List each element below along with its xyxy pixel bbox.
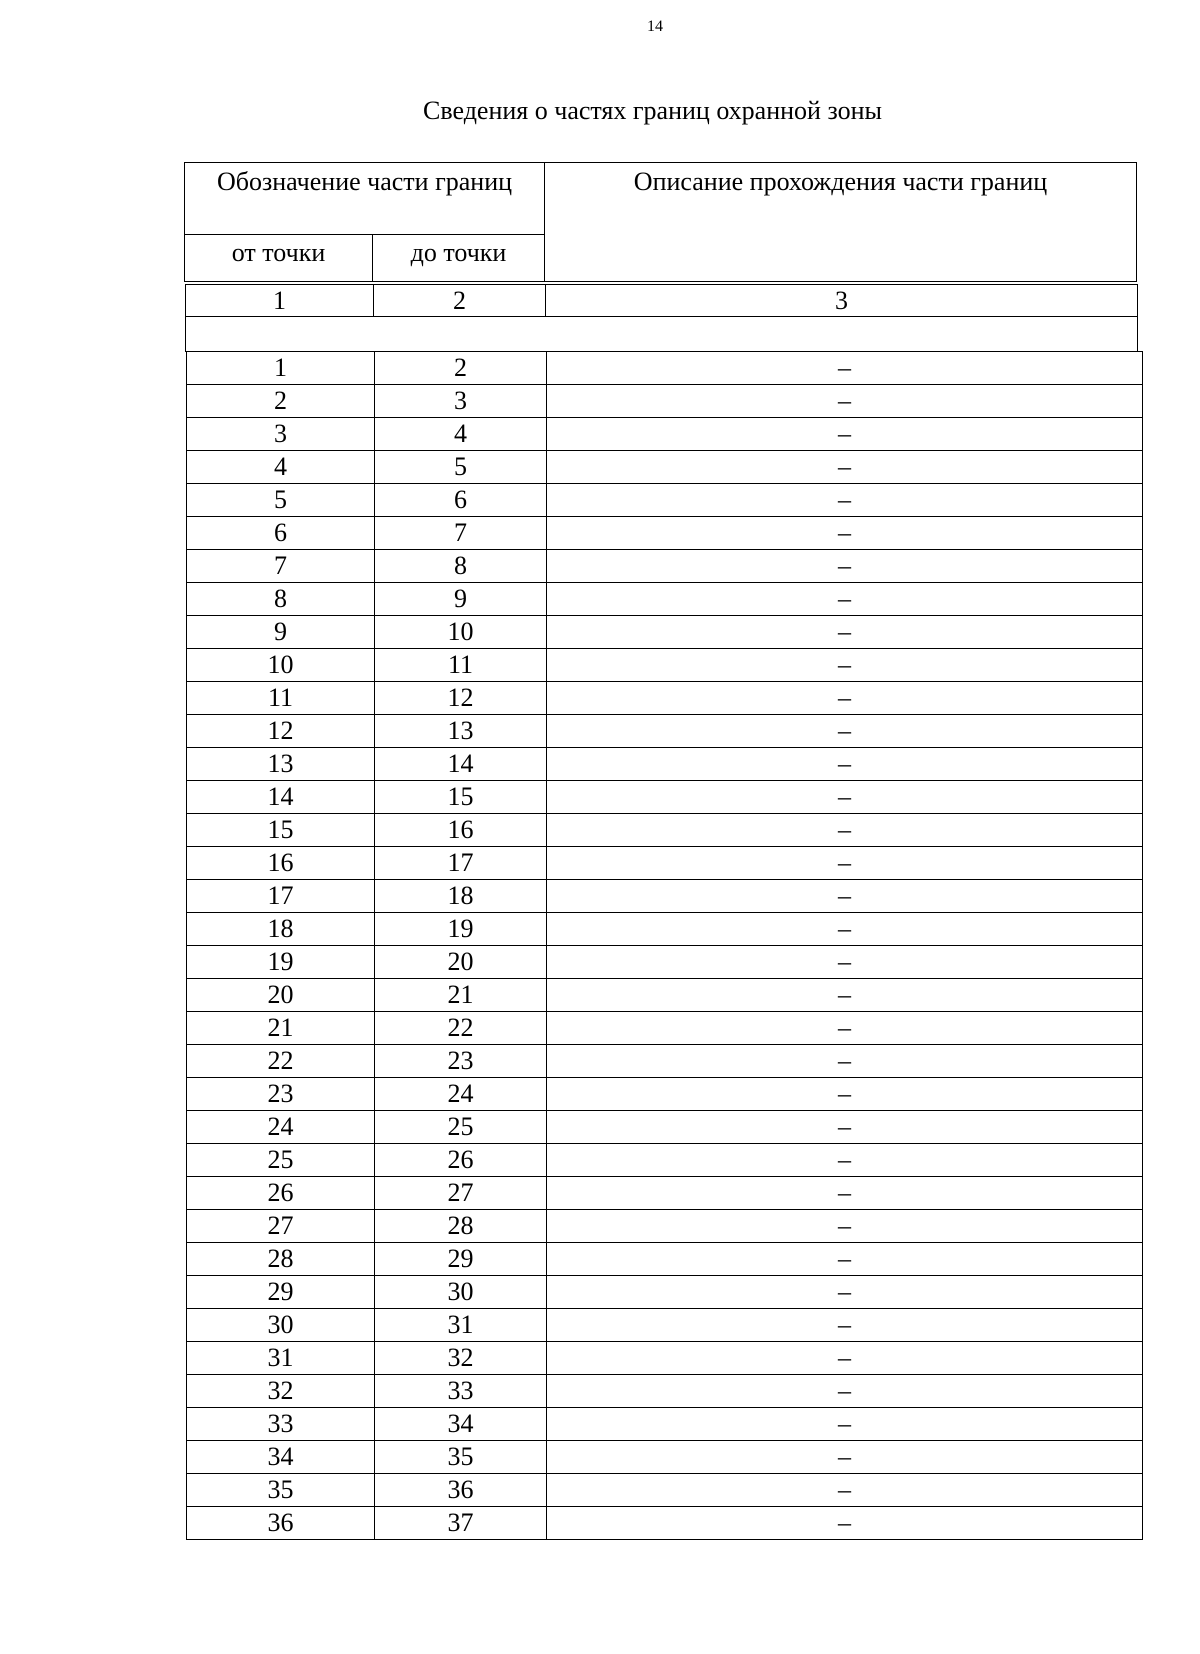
cell-to-point: 11 bbox=[375, 649, 547, 682]
cell-from-point: 33 bbox=[187, 1408, 375, 1441]
cell-to-point: 35 bbox=[375, 1441, 547, 1474]
cell-description: – bbox=[547, 550, 1143, 583]
cell-description: – bbox=[547, 1474, 1143, 1507]
table-row bbox=[187, 352, 1143, 385]
cell-description: – bbox=[547, 1441, 1143, 1474]
cell-from-point: 14 bbox=[187, 781, 375, 814]
cell-to-point: 21 bbox=[375, 979, 547, 1012]
table-row bbox=[187, 880, 1143, 913]
table-row bbox=[187, 1045, 1143, 1078]
cell-description: – bbox=[547, 451, 1143, 484]
cell-from-point: 20 bbox=[187, 979, 375, 1012]
table-row bbox=[187, 1012, 1143, 1045]
column-number: 2 bbox=[374, 285, 546, 317]
cell-description: – bbox=[547, 484, 1143, 517]
cell-from-point: 3 bbox=[187, 418, 375, 451]
cell-from-point: 7 bbox=[187, 550, 375, 583]
cell-to-point: 16 bbox=[375, 814, 547, 847]
cell-from-point: 23 bbox=[187, 1078, 375, 1111]
cell-to-point: 32 bbox=[375, 1342, 547, 1375]
cell-description: – bbox=[547, 1342, 1143, 1375]
cell-from-point: 1 bbox=[187, 352, 375, 385]
cell-to-point: 17 bbox=[375, 847, 547, 880]
table-row bbox=[187, 682, 1143, 715]
cell-to-point: 2 bbox=[375, 352, 547, 385]
blank-row bbox=[186, 317, 1138, 352]
cell-description: – bbox=[547, 1177, 1143, 1210]
cell-to-point: 31 bbox=[375, 1309, 547, 1342]
cell-to-point: 26 bbox=[375, 1144, 547, 1177]
page-number: 14 bbox=[647, 18, 663, 35]
cell-description: – bbox=[547, 385, 1143, 418]
cell-from-point: 10 bbox=[187, 649, 375, 682]
table-row bbox=[187, 715, 1143, 748]
cell-from-point: 22 bbox=[187, 1045, 375, 1078]
cell-to-point: 18 bbox=[375, 880, 547, 913]
cell-to-point: 29 bbox=[375, 1243, 547, 1276]
cell-from-point: 12 bbox=[187, 715, 375, 748]
table-row bbox=[187, 847, 1143, 880]
cell-to-point: 13 bbox=[375, 715, 547, 748]
cell-from-point: 26 bbox=[187, 1177, 375, 1210]
cell-description: – bbox=[547, 1309, 1143, 1342]
cell-from-point: 8 bbox=[187, 583, 375, 616]
cell-from-point: 35 bbox=[187, 1474, 375, 1507]
cell-to-point: 23 bbox=[375, 1045, 547, 1078]
table-row bbox=[187, 1375, 1143, 1408]
cell-to-point: 3 bbox=[375, 385, 547, 418]
cell-description: – bbox=[547, 682, 1143, 715]
cell-from-point: 13 bbox=[187, 748, 375, 781]
cell-to-point: 24 bbox=[375, 1078, 547, 1111]
table-row bbox=[187, 616, 1143, 649]
cell-description: – bbox=[547, 1375, 1143, 1408]
cell-description: – bbox=[547, 517, 1143, 550]
header-from-point: от точки bbox=[185, 235, 373, 282]
cell-description: – bbox=[547, 847, 1143, 880]
cell-from-point: 25 bbox=[187, 1144, 375, 1177]
cell-to-point: 33 bbox=[375, 1375, 547, 1408]
cell-to-point: 8 bbox=[375, 550, 547, 583]
cell-to-point: 4 bbox=[375, 418, 547, 451]
cell-description: – bbox=[547, 880, 1143, 913]
cell-description: – bbox=[547, 781, 1143, 814]
cell-from-point: 5 bbox=[187, 484, 375, 517]
cell-to-point: 7 bbox=[375, 517, 547, 550]
cell-to-point: 6 bbox=[375, 484, 547, 517]
table-row bbox=[187, 814, 1143, 847]
cell-description: – bbox=[547, 1408, 1143, 1441]
table-row bbox=[187, 1111, 1143, 1144]
table-row bbox=[187, 1276, 1143, 1309]
cell-from-point: 16 bbox=[187, 847, 375, 880]
cell-to-point: 28 bbox=[375, 1210, 547, 1243]
cell-description: – bbox=[547, 1210, 1143, 1243]
table-row bbox=[187, 781, 1143, 814]
table-row bbox=[187, 1078, 1143, 1111]
cell-to-point: 14 bbox=[375, 748, 547, 781]
cell-from-point: 28 bbox=[187, 1243, 375, 1276]
table-row bbox=[187, 1177, 1143, 1210]
cell-description: – bbox=[547, 913, 1143, 946]
column-number: 1 bbox=[186, 285, 374, 317]
cell-from-point: 9 bbox=[187, 616, 375, 649]
table-row bbox=[187, 1144, 1143, 1177]
cell-to-point: 5 bbox=[375, 451, 547, 484]
cell-from-point: 36 bbox=[187, 1507, 375, 1540]
table-row bbox=[187, 517, 1143, 550]
cell-from-point: 15 bbox=[187, 814, 375, 847]
cell-from-point: 2 bbox=[187, 385, 375, 418]
cell-description: – bbox=[547, 1276, 1143, 1309]
cell-description: – bbox=[547, 979, 1143, 1012]
cell-description: – bbox=[547, 418, 1143, 451]
cell-from-point: 30 bbox=[187, 1309, 375, 1342]
cell-description: – bbox=[547, 1078, 1143, 1111]
cell-description: – bbox=[547, 1243, 1143, 1276]
cell-description: – bbox=[547, 649, 1143, 682]
cell-description: – bbox=[547, 352, 1143, 385]
boundary-parts-table bbox=[186, 351, 1143, 1540]
cell-to-point: 10 bbox=[375, 616, 547, 649]
table-row bbox=[187, 748, 1143, 781]
cell-to-point: 30 bbox=[375, 1276, 547, 1309]
cell-to-point: 9 bbox=[375, 583, 547, 616]
cell-from-point: 21 bbox=[187, 1012, 375, 1045]
cell-description: – bbox=[547, 583, 1143, 616]
table-row bbox=[187, 418, 1143, 451]
document-title: Сведения о частях границ охранной зоны bbox=[423, 96, 882, 125]
cell-from-point: 17 bbox=[187, 880, 375, 913]
table-row bbox=[187, 913, 1143, 946]
cell-description: – bbox=[547, 1507, 1143, 1540]
table-row bbox=[187, 1507, 1143, 1540]
table-row bbox=[187, 1408, 1143, 1441]
table-row bbox=[187, 385, 1143, 418]
header-description: Описание прохождения части границ bbox=[545, 163, 1137, 282]
cell-to-point: 25 bbox=[375, 1111, 547, 1144]
table-row bbox=[187, 1342, 1143, 1375]
cell-from-point: 34 bbox=[187, 1441, 375, 1474]
column-number: 3 bbox=[546, 285, 1138, 317]
cell-description: – bbox=[547, 814, 1143, 847]
cell-to-point: 34 bbox=[375, 1408, 547, 1441]
cell-from-point: 4 bbox=[187, 451, 375, 484]
table-row bbox=[187, 946, 1143, 979]
cell-description: – bbox=[547, 1111, 1143, 1144]
cell-to-point: 36 bbox=[375, 1474, 547, 1507]
cell-to-point: 15 bbox=[375, 781, 547, 814]
cell-to-point: 20 bbox=[375, 946, 547, 979]
cell-to-point: 12 bbox=[375, 682, 547, 715]
cell-from-point: 27 bbox=[187, 1210, 375, 1243]
cell-to-point: 27 bbox=[375, 1177, 547, 1210]
table-row bbox=[187, 1243, 1143, 1276]
cell-from-point: 18 bbox=[187, 913, 375, 946]
table-row bbox=[187, 550, 1143, 583]
cell-to-point: 19 bbox=[375, 913, 547, 946]
cell-from-point: 6 bbox=[187, 517, 375, 550]
table-row bbox=[187, 451, 1143, 484]
cell-from-point: 24 bbox=[187, 1111, 375, 1144]
cell-description: – bbox=[547, 1012, 1143, 1045]
table-row bbox=[187, 979, 1143, 1012]
cell-description: – bbox=[547, 1144, 1143, 1177]
column-numbers-table bbox=[185, 284, 1138, 352]
table-body bbox=[187, 352, 1143, 1540]
table-row bbox=[187, 1441, 1143, 1474]
table-header bbox=[184, 162, 1137, 282]
cell-from-point: 32 bbox=[187, 1375, 375, 1408]
cell-from-point: 31 bbox=[187, 1342, 375, 1375]
table-row bbox=[187, 1309, 1143, 1342]
table-row bbox=[187, 1474, 1143, 1507]
cell-description: – bbox=[547, 715, 1143, 748]
cell-description: – bbox=[547, 616, 1143, 649]
cell-description: – bbox=[547, 1045, 1143, 1078]
cell-to-point: 22 bbox=[375, 1012, 547, 1045]
table-row bbox=[187, 583, 1143, 616]
table-row bbox=[187, 484, 1143, 517]
cell-description: – bbox=[547, 946, 1143, 979]
table-row bbox=[187, 649, 1143, 682]
cell-from-point: 29 bbox=[187, 1276, 375, 1309]
cell-description: – bbox=[547, 748, 1143, 781]
header-designation: Обозначение части границ bbox=[185, 163, 545, 235]
cell-from-point: 11 bbox=[187, 682, 375, 715]
table-row bbox=[187, 1210, 1143, 1243]
cell-to-point: 37 bbox=[375, 1507, 547, 1540]
cell-from-point: 19 bbox=[187, 946, 375, 979]
header-to-point: до точки bbox=[373, 235, 545, 282]
